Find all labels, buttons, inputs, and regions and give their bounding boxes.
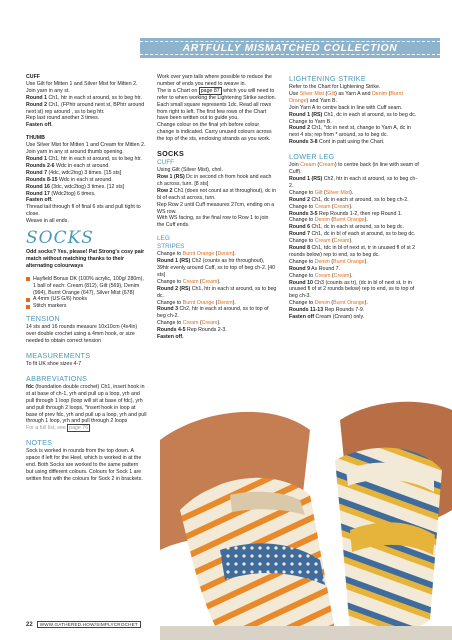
thumb-round [26,191,147,198]
round-label: Rounds 11-13 [289,307,324,314]
ll-round [289,245,421,259]
round-text: Ch1, dc in bl of each st around, ss to beg dc. [310,231,416,238]
round-text: Ch1, htr in each st around, ss to beg htr. [47,155,142,162]
round-text: (4dc, wdc2tog) 3 times. [15 sts] [47,169,122,176]
leg-round [157,306,277,320]
row-text: Ch1 (does not count as st throughout), dc in bl of each st across, turn. [157,187,277,201]
round-text: (Wdc2tog) 6 times. [49,190,96,197]
round-label: Round 1 (RS) [157,258,191,265]
banner-title: ARTFULLY MISMATCHED COLLECTION [140,38,440,58]
ll-round [289,266,421,273]
round-label: Rounds 8-15 [26,176,58,183]
column-right [289,74,421,321]
ll-round [289,197,421,204]
page-number: 22 [26,621,33,628]
column-middle [157,74,277,341]
notes-heading: NOTES [26,438,53,448]
leg-round [157,327,277,334]
intro-text: which you will need to refer to when working the Lightening Strike section. Each small square represents 1dc. Read all rows from right to left. The first few rows of the Chart have been written out to guide you. [157,87,277,122]
round-label: Round 8 [289,245,310,252]
round-text: Ch1, htr in each st around, ss to beg dc. [157,285,277,299]
round-label: Round 9 [289,265,310,272]
socks-title: SOCKS [26,228,94,249]
round-text: Rep Rounds 1-2, then rep Round 1. [317,210,403,217]
website-link[interactable]: WWW.GATHERED.HOW/SIMPLYCROCHET [37,621,141,628]
colour-change: Change to Burnt Orange (Denim). [157,299,236,306]
ls-line: Use Silver Mist (Gilt) as Yarn A and Denim (Burnt Orange) and Yarn B. [289,90,403,104]
colour-change: Change to Cream (Cream). [289,238,353,245]
stripes-subheading: STRIPES [157,243,185,251]
round-text: Ch1, dc in each st around, ss to beg dc. [322,111,417,118]
round-label: Round 7 [26,169,47,176]
ll-round [289,211,421,218]
row-label: Row 1 (RS) [157,173,185,180]
ls-line: Refer to the Chart for Lightening Strike. [289,84,381,90]
banner-stitch-top [140,41,440,42]
round-text: Ch1, dc in each st around, ss to beg ch-2. [310,196,409,203]
round-label: Round 1 (RS) [289,175,323,182]
lightening-strike-heading: LIGHTENING STRIKE [289,74,366,83]
thumb-round [26,163,147,170]
abbreviation-more [26,425,147,432]
round-label: Round 1 (RS) [289,111,323,118]
colour-change: Change to Denim (Burnt Orange). [289,258,368,265]
materials-item [26,296,147,303]
round-label: Round 3 [157,306,178,313]
round-text: (3dc, wdc2tog) 3 times. [12 sts] [49,183,125,190]
round-label: Round 6 [289,224,310,231]
leg-subheading: LEG [157,235,170,243]
thumb-round [26,184,147,191]
round-label: Rounds 4-5 [157,327,186,334]
socks-illustration [160,400,452,640]
materials-text: Hayfield Bonus DK (100% acrylic, 100g/ 280m), 1 ball of each: Cream (812), Gilt (569), Denim (994), Burnt Orange (647), Silver Mist (678) [33,275,144,296]
round-label: Rounds 3-5 [289,210,318,217]
cuff-round [26,95,147,102]
cuff-join: With WS facing, ss the final row to Row 1 to join the Cuff ends. [157,215,269,229]
cuff-subheading: CUFF [157,159,175,167]
leg-round [157,286,277,300]
thumb-round [26,177,147,184]
thumb-line: Join yarn in any st around thumb opening. [26,149,124,156]
thumb-fasten: Fasten off. [26,197,53,204]
round-text: Rep Rounds 2-3. [185,327,227,334]
cuff-line: Join yarn in any st. [26,87,70,94]
banner-stitch-bottom [140,54,440,55]
page-reference[interactable]: page 87 [200,87,220,94]
ll-round [289,231,421,238]
thumb-heading: THUMB [26,135,45,142]
round-label: Rounds 2-6 [26,162,55,169]
leg-fasten: Fasten off. [157,334,184,341]
thumb-line: Use Silver Mist for Mitten 1 and Cream for Mitten 2. [26,142,146,149]
column-left [26,74,147,483]
tension-heading: TENSION [26,314,61,324]
cuff-line: Use Gilt for Mitten 1 and Silver Mist for Mitten 2. [26,80,138,87]
intro-paragraph [157,88,277,123]
colour-change: Change to Cream (Cream). [289,203,353,210]
leg-round [157,258,277,279]
round-label: Fasten off [289,314,315,321]
round-text: Cream (Cream) only. [314,314,365,321]
thumb-finish: Thread tail through fl of final 6 sts and pull tight to close. Weave in all ends. [26,204,141,225]
page-reference[interactable]: page 76 [69,425,89,432]
materials-item [26,276,147,297]
round-label: Round 10 [289,279,313,286]
intro-paragraph: Change colour on the final yrh before colour change is indicated. Carry unused colours across the top of the sts, enclosing strands as you work. [157,122,272,143]
colour-change: Change to Gilt (Silver Mist). [289,189,354,196]
ls-round [289,125,421,139]
bullet-square-icon [26,305,30,309]
tension-text: 14 sts and 16 rounds measure 10x10cm (4x4in) over double crochet using a 4mm hook, or size needed to obtain correct tension [26,324,138,345]
lower-leg-heading: LOWER LEG [289,152,335,162]
round-label: Round 16 [26,183,50,190]
abbreviation-definition: (foundation double crochet) Ch1, insert hook in st at base of ch-1, yrh and pull up a loop, yrh and pull through 1 loop (loop will sit at base of fdc), yrh and pull through 2 loops, *insert hook in loop at base of prev fdc, yrh and pull up a loop, yrh and pull through 1 loop, yrh and pull through 2 loops [26,383,147,425]
round-label: Round 7 [289,231,310,238]
socks-photo [160,400,452,640]
bullet-square-icon [26,277,30,281]
round-text: Wdc in each st around. [54,162,110,169]
round-label: Round 2 [289,125,310,132]
round-label: Round 1 [26,155,47,162]
round-label: Rounds 3-8 [289,139,318,146]
socks-heading: SOCKS [157,149,185,159]
round-text: Ch3 (counts as tr), (dc in bl of next st, tr in unused fl of st 2 rounds below) rep to end, ss to top of beg ch-3. [289,279,415,300]
round-text: As Round 7. [310,265,341,272]
round-text: Wdc in each st around. [57,176,113,183]
abbreviations-heading: ABBREVIATIONS [26,373,88,383]
ls-round [289,139,421,146]
colour-change: Change to Yarn B. [289,118,332,125]
round-label: Round 2 [289,196,310,203]
socks-intro: Odd socks? Yes, please! Pat Strong's cosy pair match without matching thanks to their alternating colourways [26,249,145,269]
abbreviation-term: fdc [26,383,34,390]
round-label: Round 2 (RS) [157,285,191,292]
round-label: Round 17 [26,190,50,197]
cuff-fasten: Fasten off. [26,122,53,129]
abbreviation-more-text: For a full list, see [26,425,66,432]
ll-round [289,280,421,301]
section-banner [140,38,440,58]
round-label: Round 2 [26,101,47,108]
round-text: Ch1, *dc in next st, change to Yarn A, dc in next 4 sts; rep from * around, ss to beg dc. [289,125,411,139]
intro-paragraph: Work over yarn tails where possible to reduce the number of ends you need to weave in. [157,74,272,87]
colour-change: Change to Burnt Orange (Denim). [157,251,236,258]
measurements-text: To fit UK shoe sizes 4-7 [26,361,82,367]
materials-text: A 4mm (US G/6) hooks [33,296,87,303]
thumb-round [26,156,147,163]
round-text: Ch1, (FPhtr around next st, BPhtr around next st) rep around , ss to beg htr. [26,101,145,115]
round-text: Ch1, dc in each st around, ss to beg dc. [310,224,404,231]
materials-item [26,303,147,310]
round-text: Ch2 (counts as htr throughout), 39htr evenly around Cuff, ss to top of beg ch-2. [40 sts] [157,258,276,278]
colour-change: Change to Cream (Cream). [289,272,353,279]
cuff-round [26,102,147,116]
intro-text: The is a Chart on [157,87,199,94]
round-label: Round 1 [26,94,47,101]
row-label: Row 2 [157,187,173,194]
round-text: Ch1, htr in each st around, ss to beg htr. [47,94,142,101]
thumb-round [26,170,147,177]
ll-round [289,176,421,190]
colour-change: Change to Denim (Burnt Orange). [289,217,368,224]
bullet-square-icon [26,298,30,302]
ll-round [289,307,421,314]
round-text: Cont in patt using the Chart. [317,139,385,146]
round-text: Ch1, tdc in bl of next st, tr in unused fl of st 2 rounds below) rep to end, ss to beg dc. [289,245,416,258]
cuff-heading: CUFF [26,74,40,80]
colour-change: Change to Denim (Burnt Orange). [289,300,368,307]
row-text: Dc in second ch from hook and each ch across, turn. [8 sts] [157,173,272,187]
materials-text: Stitch markers [33,303,67,310]
cuff-row-repeat: Rep Row 2 until Cuff measures 27cm, ending on a WS row. [157,201,275,215]
ll-round [289,224,421,231]
ls-round [289,112,421,119]
round-text: Ch2, htr in each st around, ss to top of beg ch-2. [157,306,269,320]
notes-text: Sock is worked in rounds from the top down. A space if left for the Heel, which is worked in at the end. Both Socks are worked to the same pattern but using different colours. Colours for Sock 1 are written first with the colours for Sock 2 in brackets. [26,448,143,482]
colour-change: Change to Cream (Cream). [157,320,221,327]
cuff-row [157,174,277,188]
cuff-row [157,188,277,202]
ls-line: Join Yarn A to centre back in line with Cuff seam. [289,104,403,111]
ll-line: Join Cream (Cream) to centre back (in line with seam of Cuff). [289,162,419,176]
page-footer [26,621,141,628]
cuff-using: Using Gilt (Silver Mist), chnl. [157,167,223,174]
abbreviation-entry [26,384,147,425]
round-text: Ch2, htr in each st around, ss to beg ch-2. [289,175,418,189]
colour-change: Change to Cream (Cream). [157,278,221,285]
round-text: Rep Rounds 7-9. [323,307,365,314]
cuff-repeat: Rep last round another 3 times. [26,115,100,122]
ll-fasten [289,314,421,321]
measurements-heading: MEASUREMENTS [26,351,91,360]
